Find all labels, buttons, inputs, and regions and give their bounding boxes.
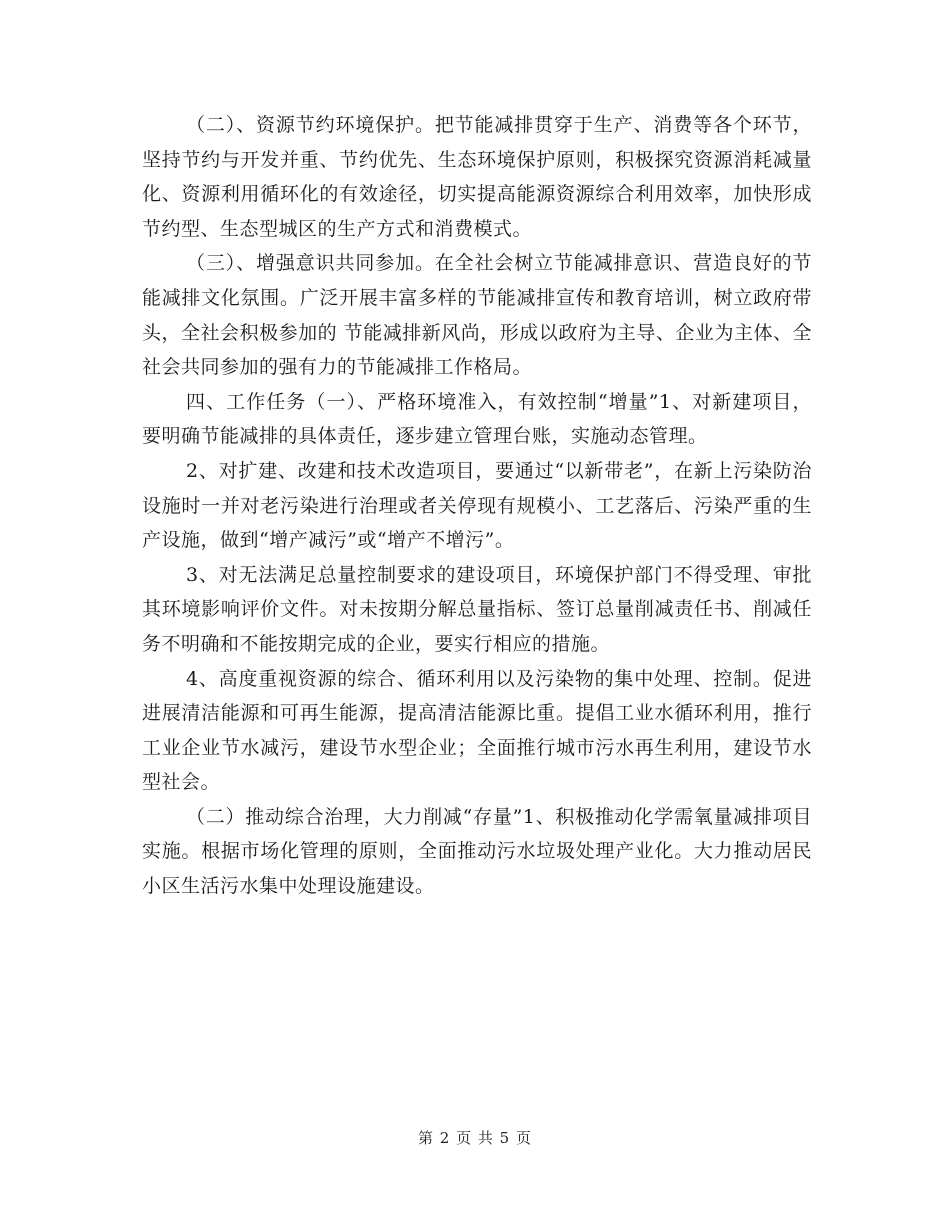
paragraph-resource-recycling: 4、高度重视资源的综合、循环利用以及污染物的集中处理、控制。促进进展清洁能源和可再生能源，提高清洁能源比重。提倡工业水循环利用，推行工业企业节水减污，建设节水型企业；全面推行城市污水再生利用，建设节水型社会。	[142, 667, 812, 794]
paragraph-awareness: （三）、增强意识共同参加。在全社会树立节能减排意识、营造良好的节能减排文化氛围。广泛开展丰富多样的节能减排宣传和教育培训，树立政府带头，全社会积极参加的 节能减排新风尚，形成以政府为主导、企业为主体、全社会共同参加的强有力的节能减排工作格局。	[142, 252, 812, 379]
paragraph-work-tasks: 四、工作任务（一）、严格环境准入，有效控制“增量”1、对新建项目，要明确节能减排的具体责任，逐步建立管理台账，实施动态管理。	[142, 390, 812, 448]
paragraph-resource-conservation: （二）、资源节约环境保护。把节能减排贯穿于生产、消费等各个环节，坚持节约与开发并重、节约优先、生态环境保护原则，积极探究资源消耗减量化、资源利用循环化的有效途径，切实提高能源资源综合利用效率，加快形成节约型、生态型城区的生产方式和消费模式。	[142, 114, 812, 240]
page-number-footer: 第 2 页 共 5 页	[418, 1129, 532, 1147]
paragraph-total-control: 3、对无法满足总量控制要求的建设项目，环境保护部门不得受理、审批其环境影响评价文件。对未按期分解总量指标、签订总量削减责任书、削减任务不明确和不能按期完成的企业，要实行相应的措施。	[142, 563, 812, 655]
paragraph-comprehensive-treatment: （二）推动综合治理，大力削减“存量”1、积极推动化学需氧量减排项目实施。根据市场化管理的原则，全面推动污水垃圾处理产业化。大力推动居民小区生活污水集中处理设施建设。	[142, 805, 812, 898]
body-text	[142, 108, 812, 904]
paragraph-expansion-projects: 2、对扩建、改建和技术改造项目，要通过“以新带老”，在新上污染防治设施时一并对老污染进行治理或者关停现有规模小、工艺落后、污染严重的生产设施，做到“增产减污”或“增产不增污”。	[142, 459, 812, 552]
